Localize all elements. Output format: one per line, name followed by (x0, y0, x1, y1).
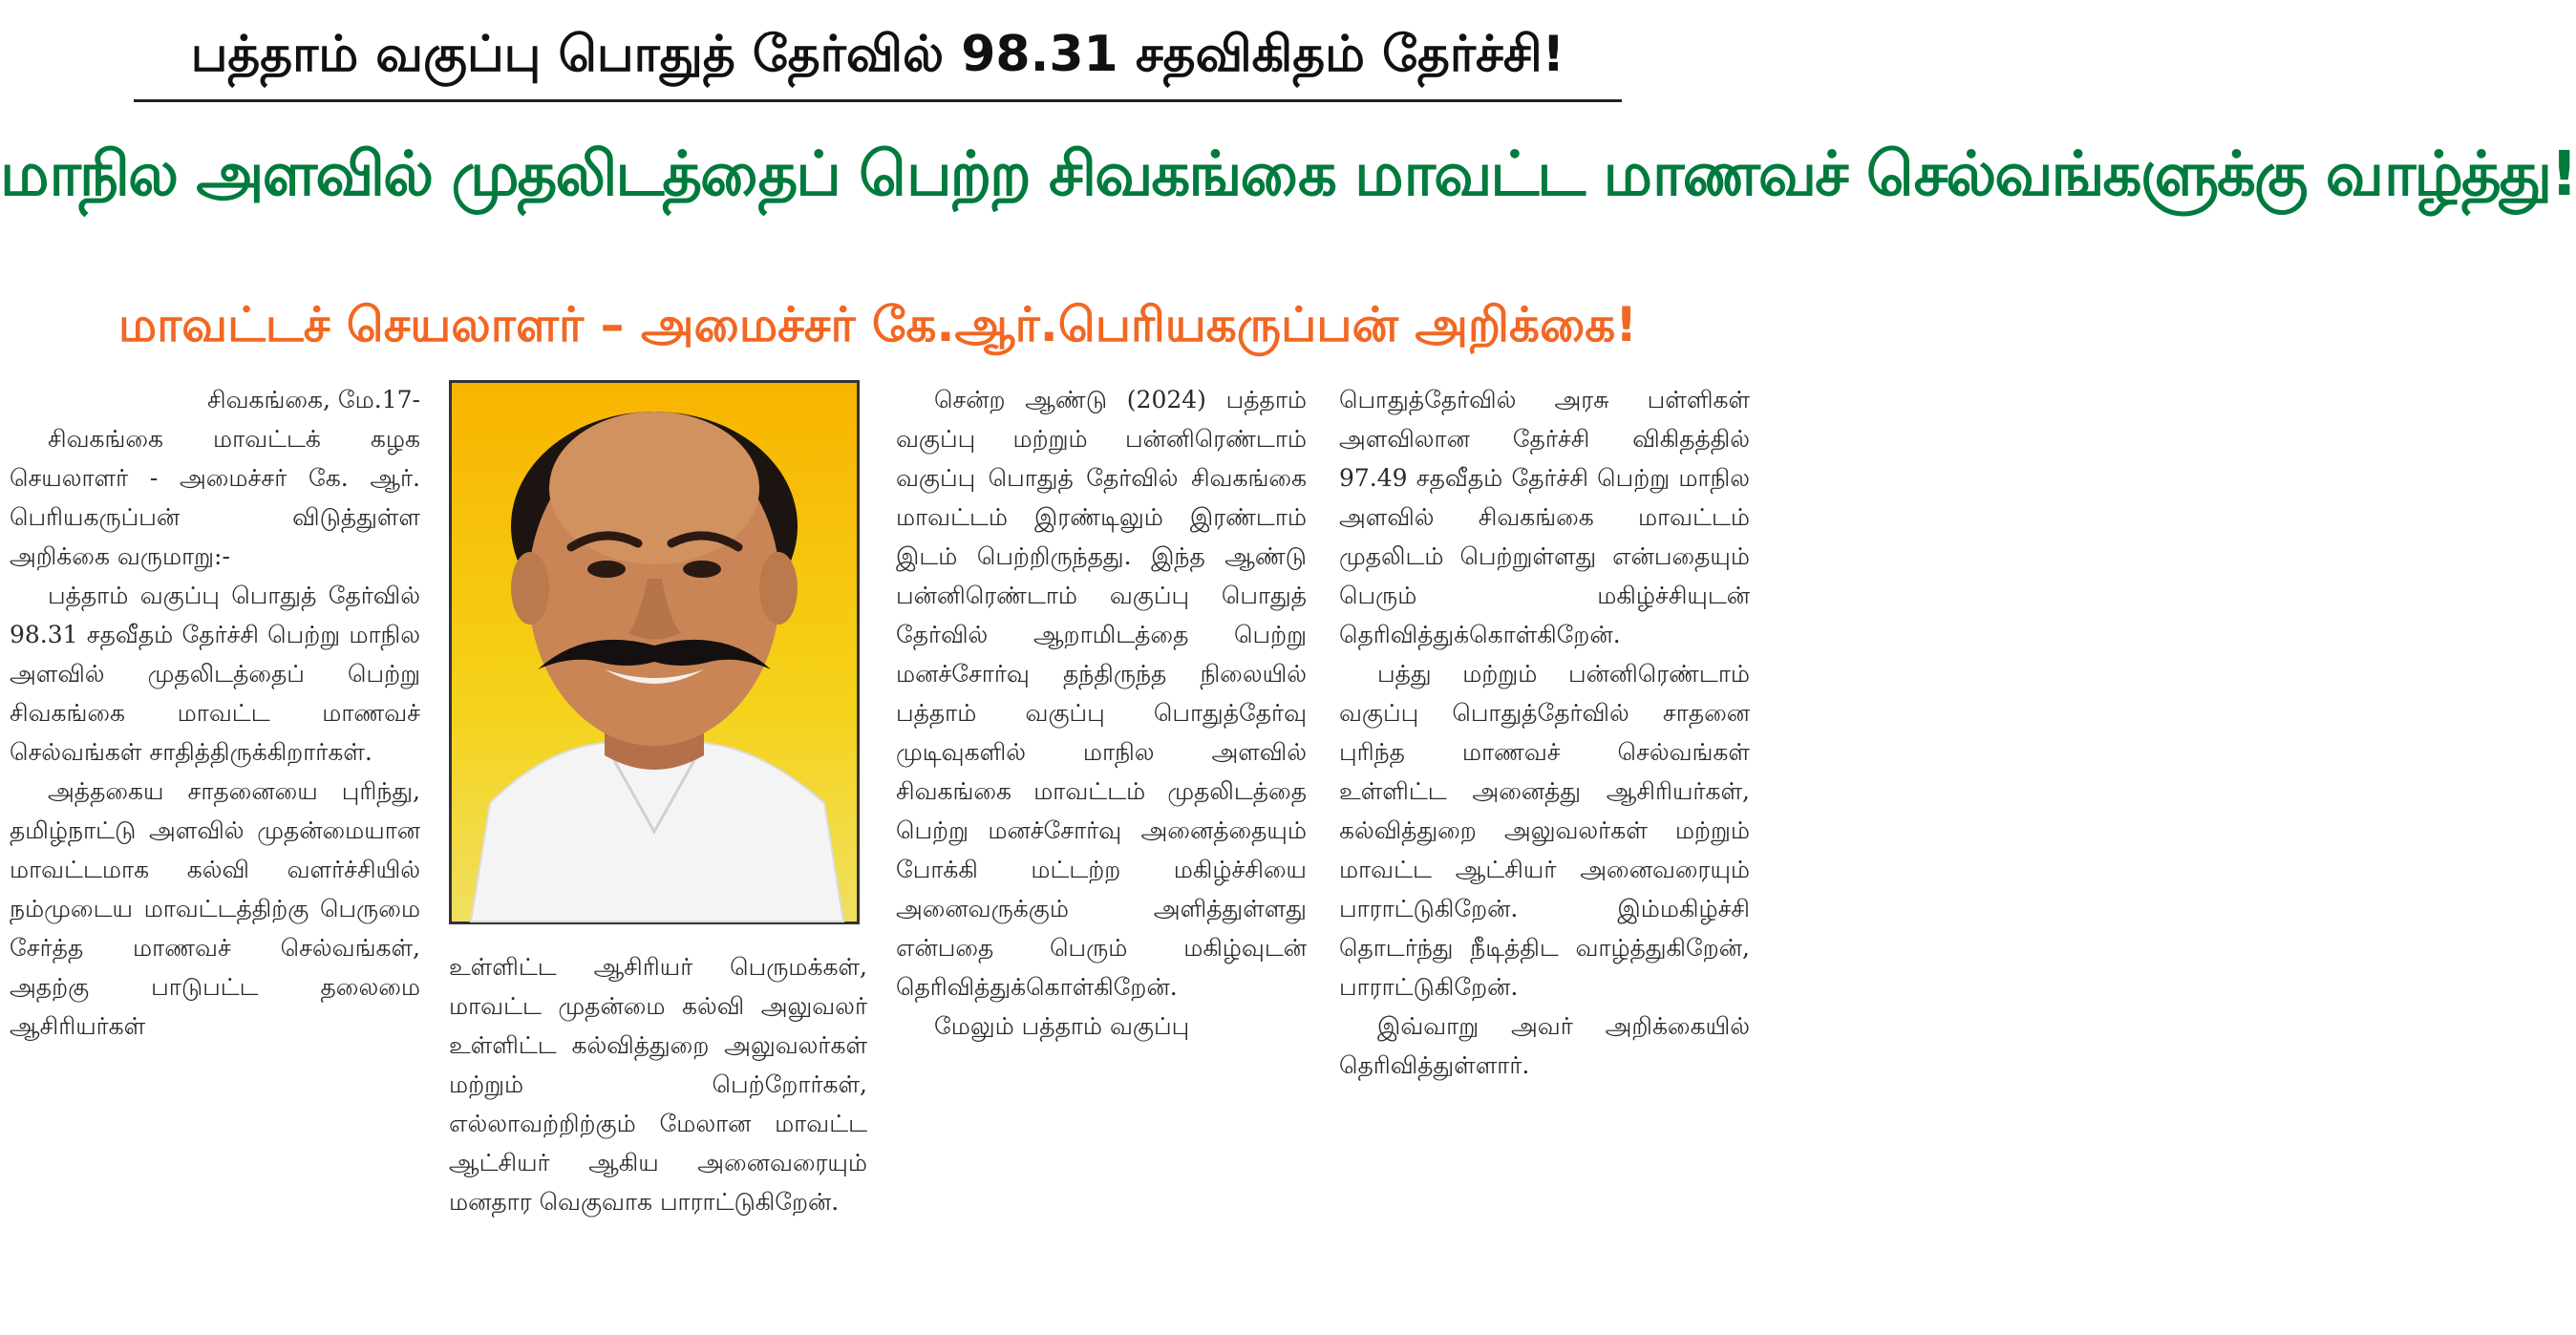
paragraph: பொதுத்தேர்வில் அரசு பள்ளிகள் அளவிலான தேர்ச்சி விகிதத்தில் 97.49 சதவீதம் தேர்ச்சி பெற்று மாநில அளவில் சிவகங்கை மாவட்டம் முதலிடம் பெற்றுள்ளது என்பதையும் பெரும் மகிழ்ச்சியுடன் தெரிவித்துக்கொள்கிறேன். (1339, 386, 1750, 648)
headline-main: மாநில அளவில் முதலிடத்தைப் பெற்ற சிவகங்கை மாவட்ட மாணவச் செல்வங்களுக்கு வாழ்த்து! (0, 139, 2576, 210)
headline-divider (134, 99, 1622, 102)
portrait-illustration (452, 383, 857, 922)
article-column-4 (1339, 380, 1750, 1085)
dateline: சிவகங்கை, மே.17- (206, 386, 420, 413)
minister-portrait-photo (449, 380, 860, 924)
paragraph: மேலும் பத்தாம் வகுப்பு (934, 1012, 1190, 1040)
paragraph: சிவகங்கை மாவட்டக் கழக செயலாளர் - அமைச்சர் கே. ஆர். பெரியகருப்பன் விடுத்துள்ள அறிக்கை வருமாறு:- (10, 425, 420, 570)
paragraph: பத்து மற்றும் பன்னிரெண்டாம் வகுப்பு பொதுத்தேர்வில் சாதனை புரிந்த மாணவச் செல்வங்கள் உள்ளிட்ட அனைத்து ஆசிரியர்கள், கல்வித்துறை அலுவலர்கள் மற்றும் மாவட்ட ஆட்சியர் அனைவரையும் பாராட்டுகிறேன். இம்மகிழ்ச்சி தொடர்ந்து நீடித்திட வாழ்த்துகிறேன், பாராட்டுகிறேன். (1339, 660, 1750, 1001)
paragraph: இவ்வாறு அவர் அறிக்கையில் தெரிவித்துள்ளார். (1339, 1012, 1750, 1079)
paragraph: பத்தாம் வகுப்பு பொதுத் தேர்வில் 98.31 சதவீதம் தேர்ச்சி பெற்று மாநில அளவில் முதலிடத்தைப் பெற்று சிவகங்கை மாவட்ட மாணவச் செல்வங்கள் சாதித்திருக்கிறார்கள். (10, 582, 420, 766)
paragraph: அத்தகைய சாதனையை புரிந்து, தமிழ்நாட்டு அளவில் முதன்மையான மாவட்டமாக கல்வி வளர்ச்சியில் நம்முடைய மாவட்டத்திற்கு பெருமை சேர்த்த மாணவச் செல்வங்கள், அதற்கு பாடுபட்ட தலைமை ஆசிரியர்கள் (10, 777, 420, 1040)
headline-sub: மாவட்டச் செயலாளர் – அமைச்சர் கே.ஆர்.பெரியகருப்பன் அறிக்கை! (117, 297, 1638, 352)
paragraph: சென்ற ஆண்டு (2024) பத்தாம் வகுப்பு மற்றும் பன்னிரெண்டாம் வகுப்பு பொதுத் தேர்வில் சிவகங்கை மாவட்டம் இரண்டிலும் இரண்டாம் இடம் பெற்றிருந்தது. இந்த ஆண்டு பன்னிரெண்டாம் வகுப்பு பொதுத் தேர்வில் ஆறாமிடத்தை பெற்று மனச்சோர்வு தந்திருந்த நிலையில் பத்தாம் வகுப்பு பொதுத்தேர்வு முடிவுகளில் மாநில அளவில் சிவகங்கை மாவட்டம் முதலிடத்தை பெற்று மனச்சோர்வு அனைத்தையும் போக்கி மட்டற்ற மகிழ்ச்சியை அனைவருக்கும் அளித்துள்ளது என்பதை பெரும் மகிழ்வுடன் தெரிவித்துக்கொள்கிறேன். (896, 386, 1307, 1001)
article-column-1 (10, 380, 420, 1046)
article-column-3 (896, 380, 1307, 1046)
headline-top: பத்தாம் வகுப்பு பொதுத் தேர்வில் 98.31 சதவிகிதம் தேர்ச்சி! (190, 26, 1565, 83)
article-column-2 (449, 947, 867, 1221)
paragraph: உள்ளிட்ட ஆசிரியர் பெருமக்கள், மாவட்ட முதன்மை கல்வி அலுவலர் உள்ளிட்ட கல்வித்துறை அலுவலர்கள் மற்றும் பெற்றோர்கள், எல்லாவற்றிற்கும் மேலான மாவட்ட ஆட்சியர் ஆகிய அனைவரையும் மனதார வெகுவாக பாராட்டுகிறேன். (449, 953, 867, 1216)
